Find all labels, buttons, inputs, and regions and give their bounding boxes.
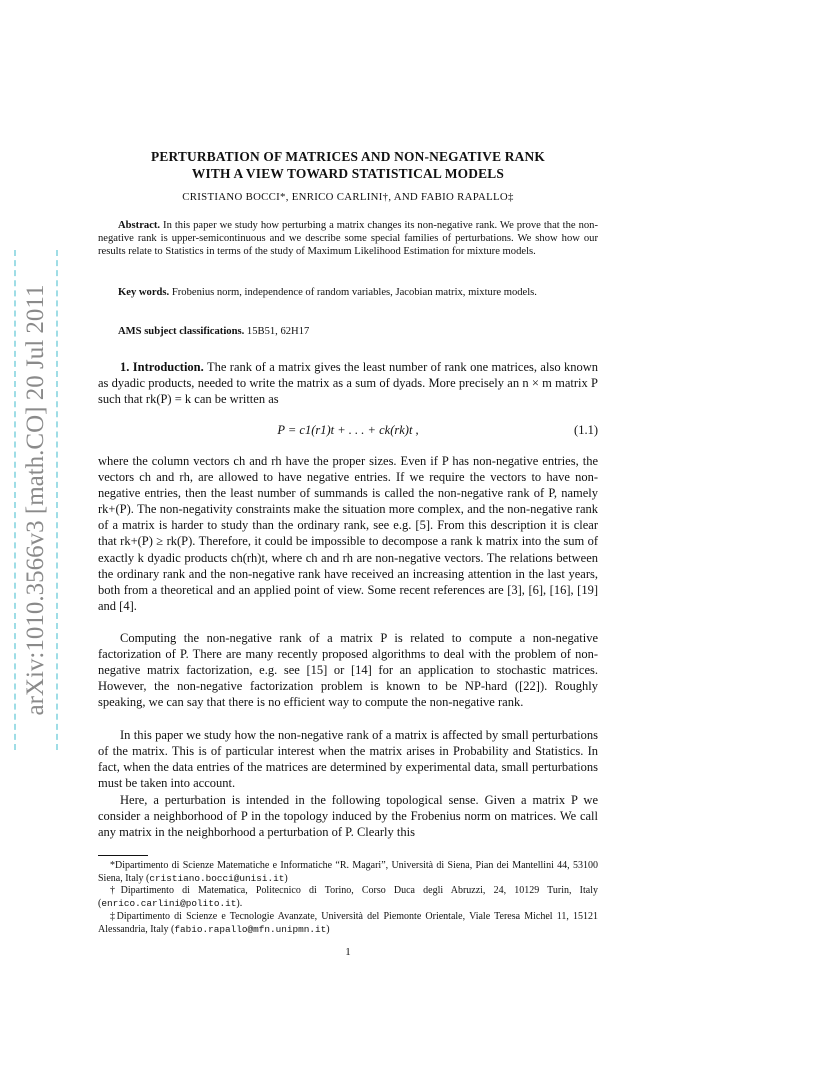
abstract-label: Abstract.	[118, 220, 161, 231]
ams-text: 15B51, 62H17	[246, 326, 310, 337]
intro-paragraph-4: In this paper we study how the non-negative rank of a matrix is affected by small perturbations of the matrix. This is of particular interest when the matrix arises in Probability and Statistics. In fact, when the data entries of the matrices are determined by experimental data, small perturbations must be taken into account.	[98, 728, 598, 791]
footnote-1	[98, 860, 598, 885]
footnote-2-email: enrico.carlini@polito.it	[101, 897, 237, 909]
title-line-2: WITH A VIEW TOWARD STATISTICAL MODELS	[191, 166, 505, 181]
abstract-text: In this paper we study how perturbing a matrix changes its non-negative rank. We prove that the non-negative rank is upper-semicontinuous and we describe some special families of perturbations. We show how our results relate to Statistics in terms of the study of Maximum Likelihood Estimation for mixture models.	[98, 220, 598, 257]
keywords-label: Key words.	[118, 287, 170, 298]
arxiv-stamp	[14, 250, 58, 750]
intro-paragraph-1-text: The rank of a matrix gives the least number of rank one matrices, also known as dyadic products, needed to write the matrix as a sum of dyads. More precisely an n × m matrix P such that rk(P) = k can be written as	[98, 360, 599, 407]
title-line-1: PERTURBATION OF MATRICES AND NON-NEGATIVE RANK	[151, 149, 545, 164]
intro-paragraph-2: where the column vectors ch and rh have the proper sizes. Even if P has non-negative entries, the vectors ch and rh, are allowed to have negative entries. If we require the vectors to have non-negative entries, then the least number of summands is called the non-negative rank of P, namely rk+(P). The non-negativity constraints make the situation more complex, and the non-negative rank of a matrix is harder to study than the ordinary rank, see e.g. [5]. From this description it is clear that rk+(P) ≥ rk(P). Therefore, it could be impossible to decompose a rank k matrix into the sum of exactly k dyadic products ch(rh)t, where ch and rh are non-negative vectors. The relations between the ordinary rank and the non-negative rank have received an increasing attention in the last years, both from a theoretical and an applied point of view. Some recent references are [3], [6], [16], [19] and [4].	[98, 454, 598, 613]
equation-body: P = c1(r1)t + . . . + ck(rk)t ,	[277, 423, 419, 437]
footnote-3-email: fabio.rapallo@mfn.unipmn.it	[174, 923, 327, 935]
footnote-2	[98, 885, 598, 910]
authors: CRISTIANO BOCCI*, ENRICO CARLINI†, AND FABIO RAPALLO‡	[182, 191, 514, 203]
footnote-1-email: cristiano.bocci@unisi.it	[149, 872, 285, 884]
equation-number: (1.1)	[574, 423, 598, 437]
ams-label: AMS subject classifications.	[118, 326, 245, 337]
intro-paragraph-3: Computing the non-negative rank of a matrix P is related to compute a non-negative factorization of P. There are many recently proposed algorithms to deal with the problem of non-negative matrix factorization, e.g. see [15] or [14] for an application to stochastic matrices. However, the non-negative factorization problem is known to be NP-hard ([22]). Roughly speaking, we can say that there is no efficient way to compute the non-negative rank.	[98, 631, 598, 710]
footnote-3	[98, 911, 598, 936]
footnote-3-text: ‡Dipartimento di Scienze e Tecnologie Avanzate, Università del Piemonte Orientale, Viale Teresa Michel 11, 15121 Alessandria, Italy (	[98, 911, 598, 935]
footnote-2-end: ).	[236, 897, 243, 909]
footnote-1-text: *Dipartimento di Scienze Matematiche e Informatiche “R. Magari”, Università di Siena, Pian dei Mantellini 44, 53100 Siena, Italy (	[98, 860, 598, 884]
footnote-3-end: )	[326, 923, 330, 935]
footnote-2-text: †Dipartimento di Matematica, Politecnico di Torino, Corso Duca degli Abruzzi, 24, 10129 Turin, Italy (	[98, 885, 598, 909]
page-number: 1	[345, 946, 351, 958]
intro-paragraph-1	[98, 359, 598, 407]
keywords-text: Frobenius norm, independence of random variables, Jacobian matrix, mixture models.	[171, 287, 537, 298]
intro-paragraph-5: Here, a perturbation is intended in the following topological sense. Given a matrix P we consider a neighborhood of P in the topology induced by the Frobenius norm on matrices. We call any matrix in the neighborhood a perturbation of P. Clearly this	[98, 793, 598, 840]
footnote-1-end: )	[284, 872, 288, 884]
paper-title	[98, 148, 598, 182]
abstract	[98, 220, 598, 259]
ams-classification	[118, 326, 598, 337]
arxiv-identifier: arXiv:1010.3566v3 [math.CO] 20 Jul 2011	[22, 284, 49, 716]
equation-1-1	[98, 423, 598, 441]
section-heading: 1. Introduction.	[120, 360, 204, 374]
footnote-rule	[98, 855, 148, 856]
keywords	[98, 287, 598, 300]
